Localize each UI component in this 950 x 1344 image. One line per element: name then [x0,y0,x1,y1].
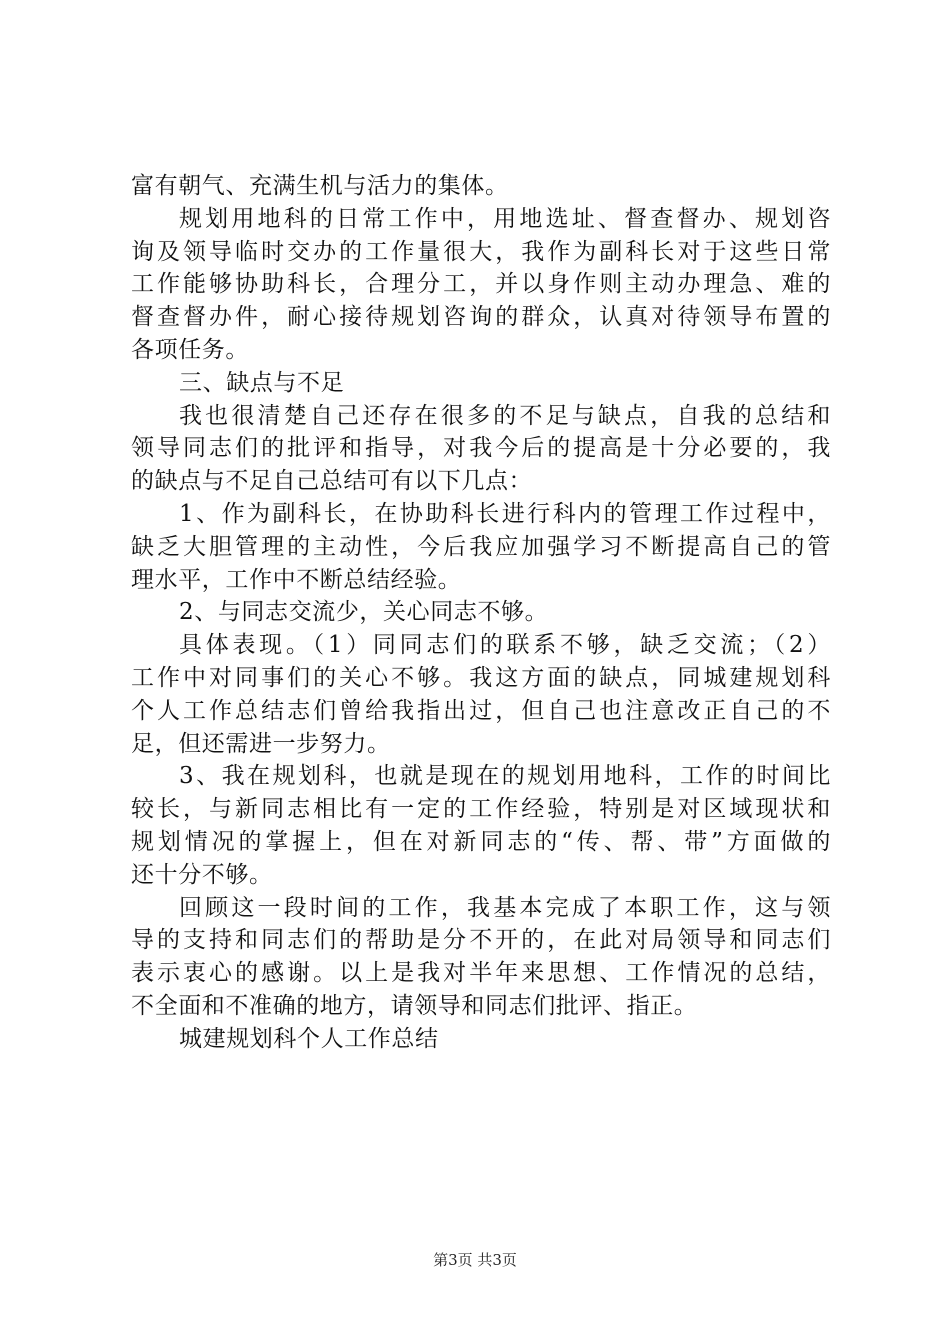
text-line: 具体表现。（1）同同志们的联系不够，缺乏交流；（2） [179,632,831,659]
text-line: 城建规划科个人工作总结 [179,1025,439,1052]
text-line: 规划用地科的日常工作中，用地选址、督查督办、规划咨 [179,205,831,232]
text-line: 3、我在规划科，也就是现在的规划用地科，工作的时间比 [179,763,831,790]
text-line: 三、缺点与不足 [179,369,345,396]
text-line: 各项任务。 [131,336,249,363]
text-line: 表示衷心的感谢。以上是我对半年来思想、工作情况的总结， [131,960,831,987]
text-line: 缺乏大胆管理的主动性，今后我应加强学习不断提高自己的管 [131,533,831,560]
text-line: 规划情况的掌握上，但在对新同志的“传、帮、带”方面做的 [131,828,831,855]
text-line: 个人工作总结志们曾给我指出过，但自己也注意改正自己的不 [131,697,831,724]
text-line: 还十分不够。 [131,861,273,888]
page-number-label: 第3页 共3页 [433,1251,517,1269]
text-line: 理水平，工作中不断总结经验。 [131,566,462,593]
page-footer [0,1250,950,1270]
text-line: 2、与同志交流少，关心同志不够。 [179,599,549,626]
text-line: 督查督办件，耐心接待规划咨询的群众，认真对待领导布置的 [131,304,831,331]
text-line: 工作能够协助科长，合理分工，并以身作则主动办理急、难的 [131,271,831,298]
text-line: 富有朝气、充满生机与活力的集体。 [131,173,509,199]
text-line: 回顾这一段时间的工作，我基本完成了本职工作，这与领 [179,894,831,921]
text-line: 工作中对同事们的关心不够。我这方面的缺点，同城建规划科 [131,664,831,691]
document-body [131,170,831,1056]
text-line: 的缺点与不足自己总结可有以下几点： [131,468,533,495]
text-line: 领导同志们的批评和指导，对我今后的提高是十分必要的，我 [131,435,831,462]
text-line: 我也很清楚自己还存在很多的不足与缺点，自我的总结和 [179,402,831,429]
text-line: 1、作为副科长，在协助科长进行科内的管理工作过程中， [179,500,831,527]
text-line: 足，但还需进一步努力。 [131,730,391,757]
text-line: 不全面和不准确的地方，请领导和同志们批评、指正。 [131,992,698,1019]
text-line: 询及领导临时交办的工作量很大，我作为副科长对于这些日常 [131,238,831,265]
text-line: 导的支持和同志们的帮助是分不开的，在此对局领导和同志们 [131,927,831,954]
text-line: 较长，与新同志相比有一定的工作经验，特别是对区域现状和 [131,796,831,823]
